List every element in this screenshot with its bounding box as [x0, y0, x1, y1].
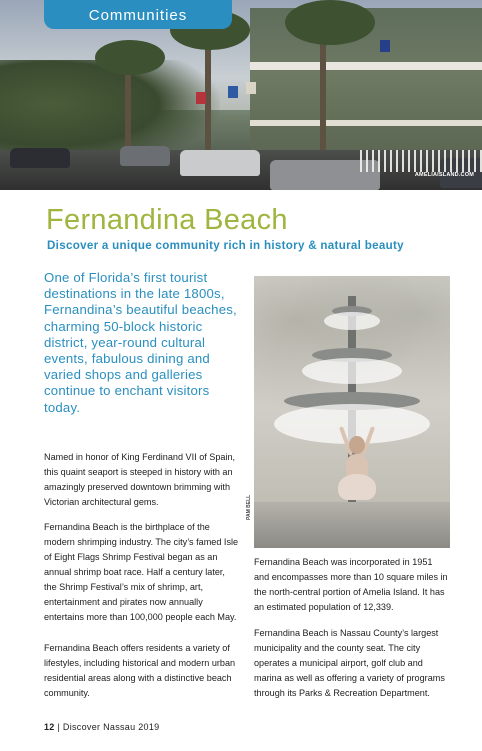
photo-credit: PAM BELL — [246, 494, 252, 520]
fountain-photo — [254, 276, 450, 548]
body-paragraph-3: Fernandina Beach offers residents a variety of lifestyles, including historical and modern urban residential areas along with a distinctive beach community. — [44, 643, 236, 698]
article-subtitle: Discover a unique community rich in history & natural beauty — [47, 239, 404, 252]
body-paragraph-2: Fernandina Beach is the birthplace of the modern shrimping industry. The city’s famed Isle of Eight Flags Shrimp Festival began as an annual shrimp boat race. Half a century later, the Shrimp Festival’s mix of shrimp, art, entertainment and pirates now annually entertains more than 100,000 people each May. — [44, 522, 239, 622]
publication-name: Discover Nassau 2019 — [62, 722, 160, 732]
page-footer — [44, 722, 159, 732]
intro-paragraph: One of Florida’s first tourist destinations in the late 1800s, Fernandina’s beautiful beaches, charming 50-block historic district, year-round cultural events, fabulous dining and varied shops and galleries continue to enchant visitors today. — [44, 270, 237, 415]
body-paragraph-4: Fernandina Beach was incorporated in 1951 and encompasses more than 10 square miles in the north-central portion of Amelia Island. It has an estimated population of 12,339. — [254, 557, 448, 612]
article-title: Fernandina Beach — [46, 204, 288, 236]
footer-separator: | — [57, 722, 61, 732]
hero-photo-credit: AMELIAISLAND.COM — [414, 172, 474, 178]
body-paragraph-5: Fernandina Beach is Nassau County’s largest municipality and the county seat. The city operates a municipal airport, golf club and marina as well as offering a variety of programs through its Parks & Recreation Department. — [254, 628, 445, 698]
body-paragraph-1: Named in honor of King Ferdinand VII of Spain, this quaint seaport is steeped in history with an amazingly preserved downtown brimming with Victorian architectural gems. — [44, 452, 236, 507]
page-number: 12 — [44, 722, 55, 732]
section-tag: Communities — [44, 0, 232, 29]
